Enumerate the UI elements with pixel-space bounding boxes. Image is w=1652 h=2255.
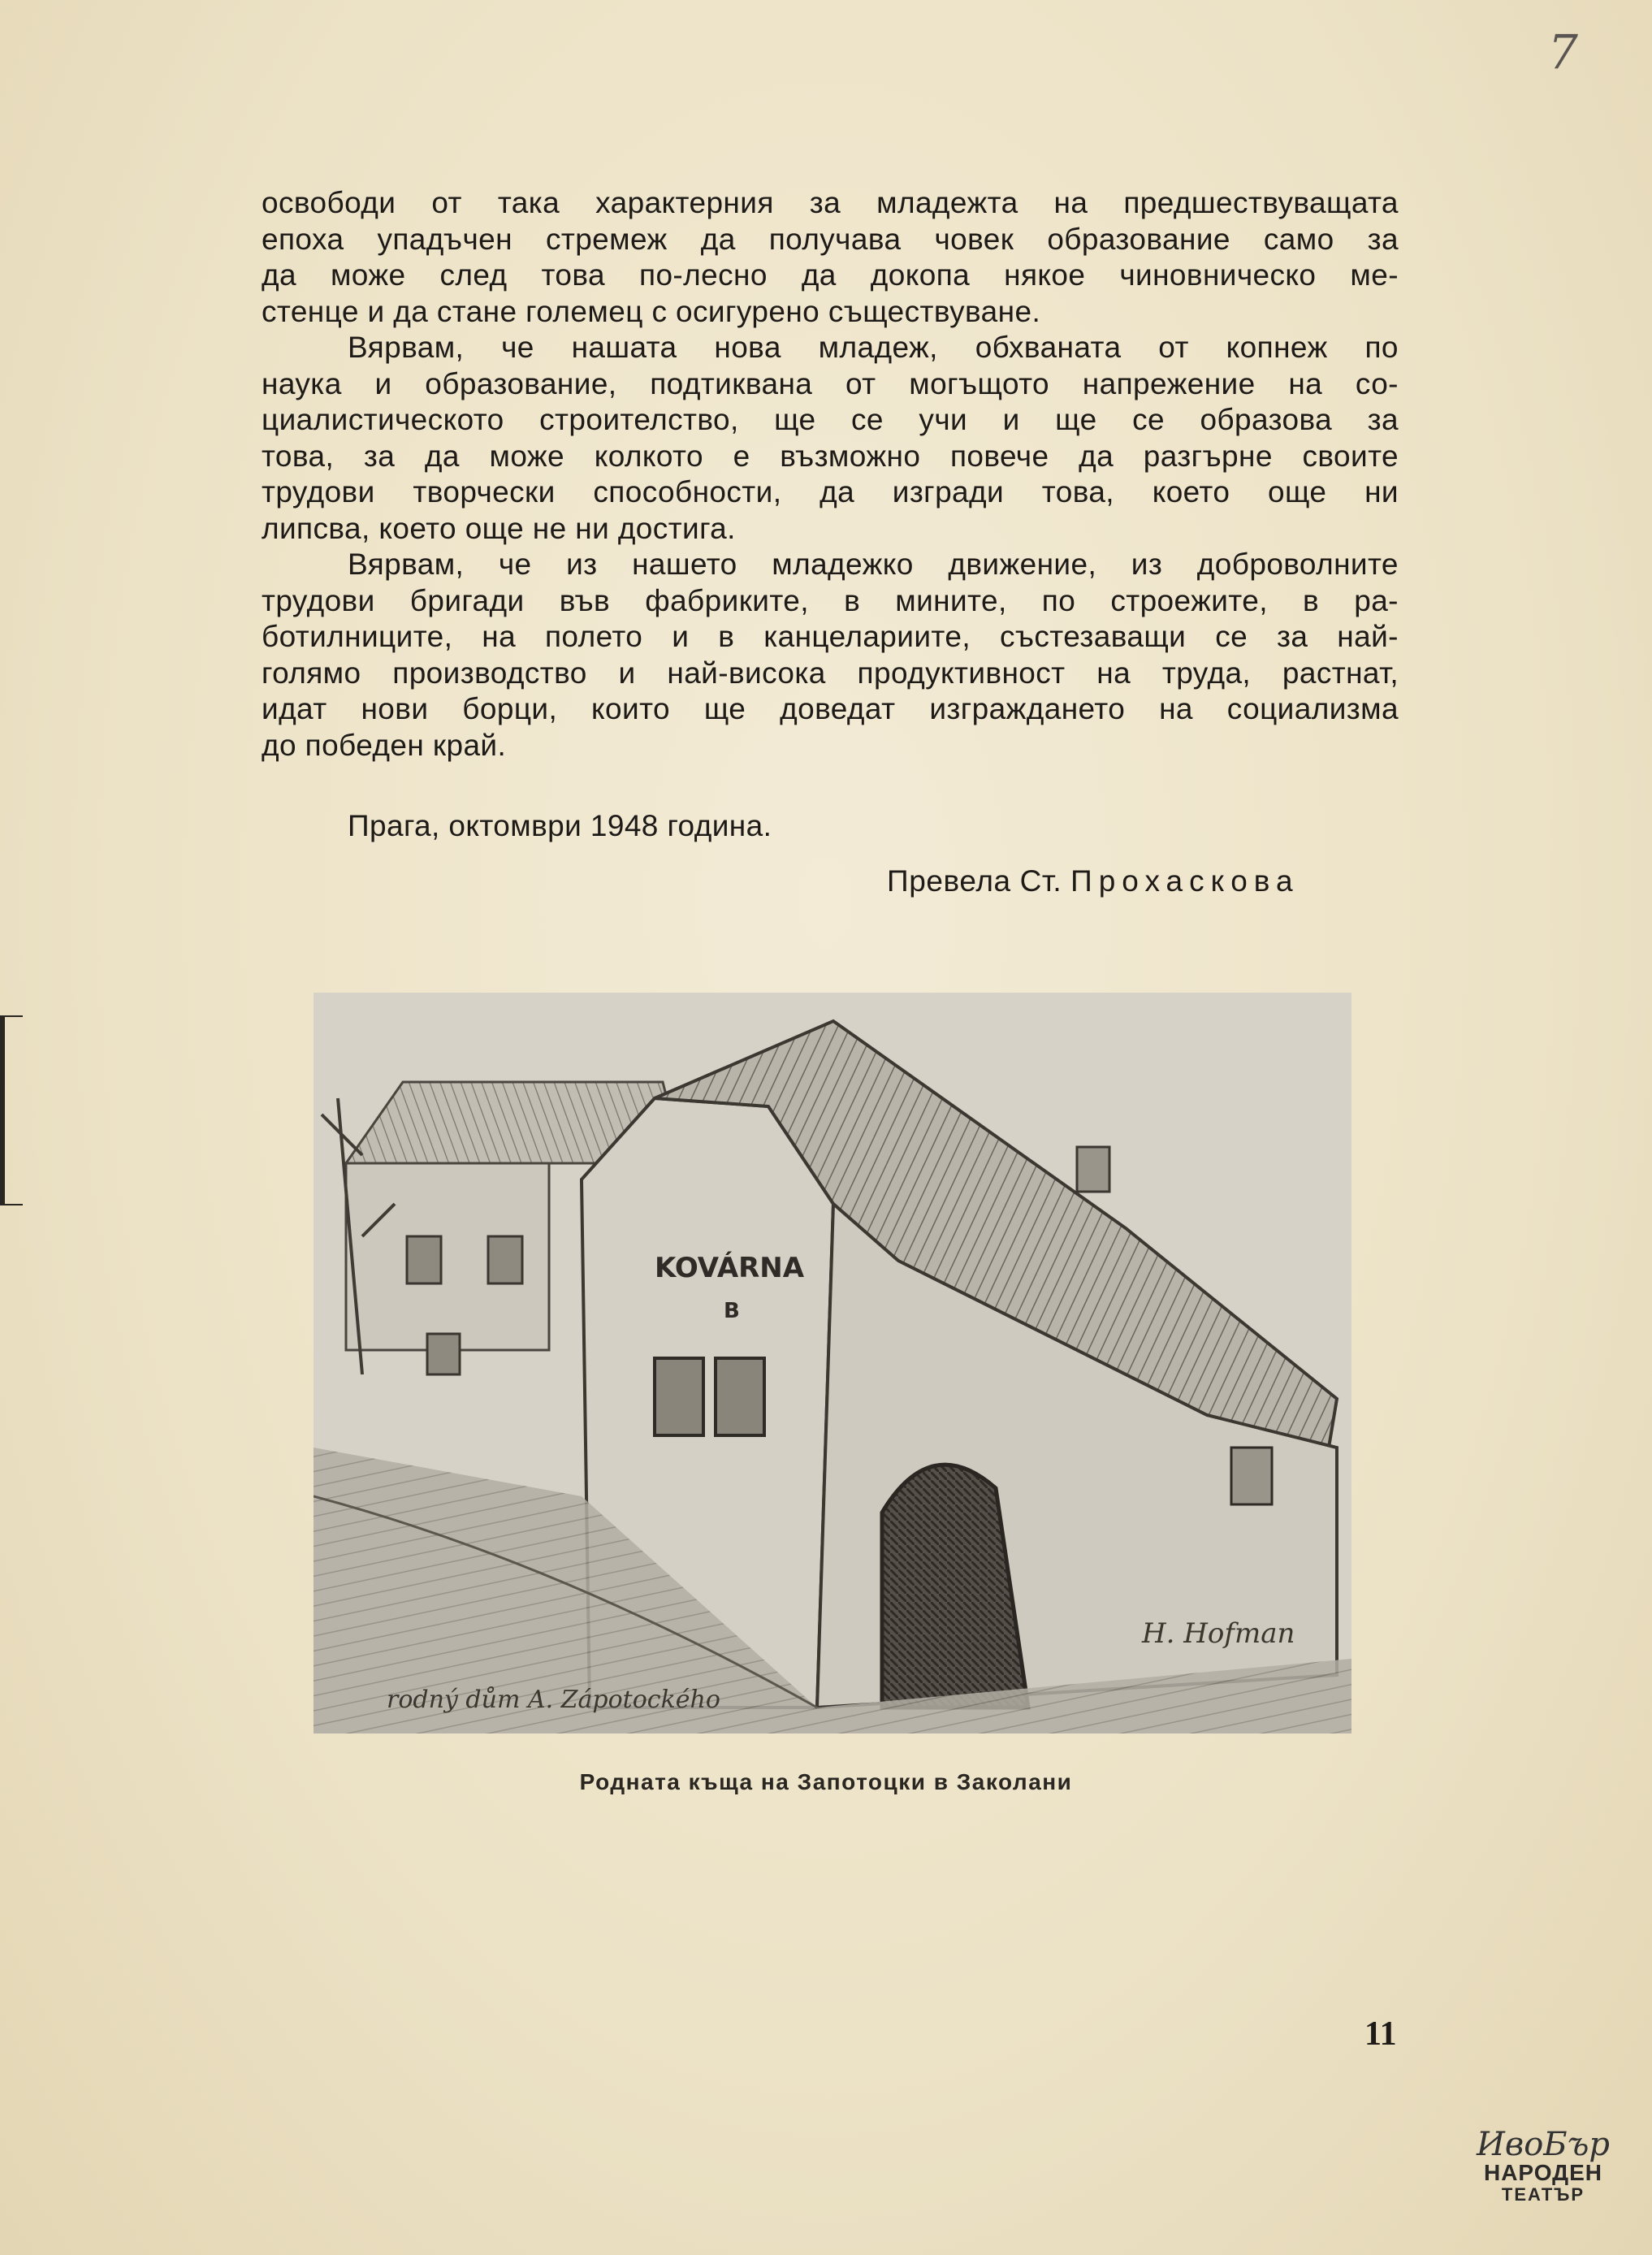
word: се: [1215, 620, 1248, 653]
word: борци,: [462, 692, 558, 725]
word: канцелариите,: [763, 620, 971, 653]
word: младежта: [876, 186, 1018, 219]
image-caption: Родната къща на Запотоцки в Заколани: [579, 1769, 1073, 1794]
word: които: [591, 692, 670, 725]
text-line: [262, 547, 1399, 583]
word: образование,: [425, 366, 617, 400]
word: ни: [1364, 475, 1399, 509]
word: ботилниците,: [262, 620, 453, 653]
word: да: [424, 439, 460, 473]
word: за: [1367, 222, 1399, 256]
svg-text:H. Hofman: H. Hofman: [1142, 1617, 1295, 1650]
word: обхваната: [975, 331, 1122, 364]
word: да: [262, 258, 296, 292]
text-line: [262, 402, 1399, 439]
text-line: [262, 258, 1399, 294]
word: се: [851, 403, 884, 436]
word: труда,: [1161, 656, 1252, 690]
word: е: [733, 439, 750, 473]
word: изгради: [892, 475, 1005, 509]
word: от: [845, 366, 876, 400]
word: наука: [262, 366, 342, 400]
word: във: [559, 583, 611, 617]
word: може: [489, 439, 565, 473]
word: напрежение: [1082, 366, 1256, 400]
word: на: [1159, 692, 1193, 725]
word: на: [1288, 366, 1323, 400]
word: най-: [1337, 620, 1399, 653]
word: Вярвам,: [348, 548, 465, 581]
word: и: [1002, 403, 1020, 436]
word: на: [1096, 656, 1131, 690]
theatre-stamp-logo: [1470, 2128, 1616, 2226]
word: освободи: [262, 186, 396, 219]
word: изграждането: [929, 692, 1126, 725]
stamp-line2: ТЕАТЪР: [1501, 2184, 1585, 2205]
word: ра-: [1354, 583, 1399, 617]
text-line: [262, 439, 1399, 475]
text-line: [262, 474, 1399, 511]
word: и: [618, 656, 636, 690]
word: докопа: [870, 258, 971, 292]
word: да: [820, 475, 855, 509]
word: полето: [545, 620, 643, 653]
word: разгърне: [1143, 439, 1273, 473]
word: бригади: [409, 583, 525, 617]
body-text: [262, 185, 1399, 764]
word: стремеж: [545, 222, 668, 256]
word: се: [1132, 403, 1165, 436]
word: строежите,: [1110, 583, 1268, 617]
word: идат: [262, 692, 327, 725]
word: от: [431, 186, 462, 219]
word: колкото: [594, 439, 703, 473]
binding-edge: [0, 1015, 23, 1205]
word: производство: [392, 656, 587, 690]
word: движение,: [948, 548, 1097, 581]
word: нова: [714, 331, 781, 364]
word: творчески: [413, 475, 556, 509]
word: за: [363, 439, 396, 473]
translator-credit: [887, 864, 1300, 898]
svg-text:rodný dům A. Zápotockého: rodný dům A. Zápotockého: [387, 1686, 720, 1714]
svg-text:B: B: [724, 1299, 740, 1323]
word: со-: [1355, 366, 1399, 400]
word: фабриките,: [645, 583, 809, 617]
word: да: [700, 222, 736, 256]
word: учи: [919, 403, 968, 436]
stamp-signature: ИвоБър: [1477, 2126, 1610, 2163]
word: състезаващи: [999, 620, 1187, 653]
word: може: [330, 258, 406, 292]
page-number: 11: [1364, 2015, 1397, 2053]
text-line: [262, 366, 1399, 403]
word: някое: [1004, 258, 1086, 292]
word: доброволните: [1196, 548, 1399, 581]
text-line: [262, 185, 1399, 222]
word: голямо: [262, 656, 361, 690]
word: и: [672, 620, 690, 653]
word: така: [497, 186, 560, 219]
word: най-висока: [667, 656, 826, 690]
word: своите: [1302, 439, 1399, 473]
word: ще: [774, 403, 816, 436]
text-line: липсва, което още не ни достига.: [262, 511, 736, 545]
place-and-date: Прага, октомври 1948 година.: [348, 809, 772, 842]
word: трудови: [262, 475, 375, 509]
word: епоха: [262, 222, 344, 256]
word: ще: [1055, 403, 1097, 436]
word: човек: [934, 222, 1014, 256]
word: да: [801, 258, 837, 292]
word: това: [541, 258, 606, 292]
translator-name: Прохаскова: [1070, 864, 1300, 898]
word: ме-: [1350, 258, 1399, 292]
word: това,: [1041, 475, 1114, 509]
text-line: [262, 583, 1399, 620]
word: мините,: [895, 583, 1007, 617]
word: на: [482, 620, 517, 653]
text-line: стенце и да стане големец с осигурено съществуване.: [262, 294, 1041, 328]
word: само: [1263, 222, 1334, 256]
word: на: [1053, 186, 1088, 219]
word: циалистическото: [262, 403, 504, 436]
word: нашето: [632, 548, 737, 581]
word: трудови: [262, 583, 375, 617]
word: способности,: [593, 475, 782, 509]
word: по: [1041, 583, 1076, 617]
word: нашата: [571, 331, 677, 364]
word: след: [439, 258, 508, 292]
svg-text:KOVÁRNA: KOVÁRNA: [655, 1252, 805, 1284]
word: характерния: [595, 186, 774, 219]
translated-by-label: Превела Ст.: [887, 864, 1062, 898]
text-line: [262, 619, 1399, 656]
word: и: [374, 366, 392, 400]
word: че: [501, 331, 534, 364]
word: предшествуващата: [1123, 186, 1399, 219]
word: чиновническо: [1119, 258, 1317, 292]
word: по-лесно: [639, 258, 768, 292]
word: подтиквана: [650, 366, 813, 400]
word: доведат: [780, 692, 896, 725]
word: още: [1268, 475, 1327, 509]
house-sketch-image: [314, 993, 1351, 1733]
word: да: [1079, 439, 1114, 473]
word: Вярвам,: [348, 331, 465, 364]
word: образование: [1047, 222, 1230, 256]
text-line: [262, 222, 1399, 258]
word: по: [1364, 331, 1399, 364]
word: в: [844, 583, 861, 617]
word: упадъчен: [377, 222, 512, 256]
word: образова: [1200, 403, 1333, 436]
word: в: [1303, 583, 1320, 617]
word: младеж,: [818, 331, 938, 364]
word: младежко: [772, 548, 914, 581]
word: това,: [262, 439, 335, 473]
word: за: [1277, 620, 1308, 653]
word: повече: [949, 439, 1049, 473]
word: за: [1367, 403, 1399, 436]
word: което: [1152, 475, 1230, 509]
text-line: [262, 691, 1399, 728]
word: нови: [361, 692, 429, 725]
word: че: [498, 548, 532, 581]
word: за: [809, 186, 841, 219]
word: строителство,: [539, 403, 739, 436]
word: възможно: [780, 439, 921, 473]
word: из: [566, 548, 598, 581]
word: растнат,: [1282, 656, 1399, 690]
word: продуктивност: [857, 656, 1066, 690]
word: в: [718, 620, 735, 653]
word: из: [1131, 548, 1163, 581]
word: копнеж: [1226, 331, 1328, 364]
text-line: [262, 656, 1399, 692]
text-line: [262, 330, 1399, 366]
text-line: до победен край.: [262, 728, 507, 762]
word: социализма: [1226, 692, 1399, 725]
word: ще: [703, 692, 746, 725]
word: получава: [768, 222, 902, 256]
word: могъщото: [909, 366, 1050, 400]
stamp-line1: НАРОДЕН: [1483, 2160, 1602, 2185]
handwritten-corner-mark: 7: [1548, 24, 1578, 80]
word: от: [1158, 331, 1189, 364]
